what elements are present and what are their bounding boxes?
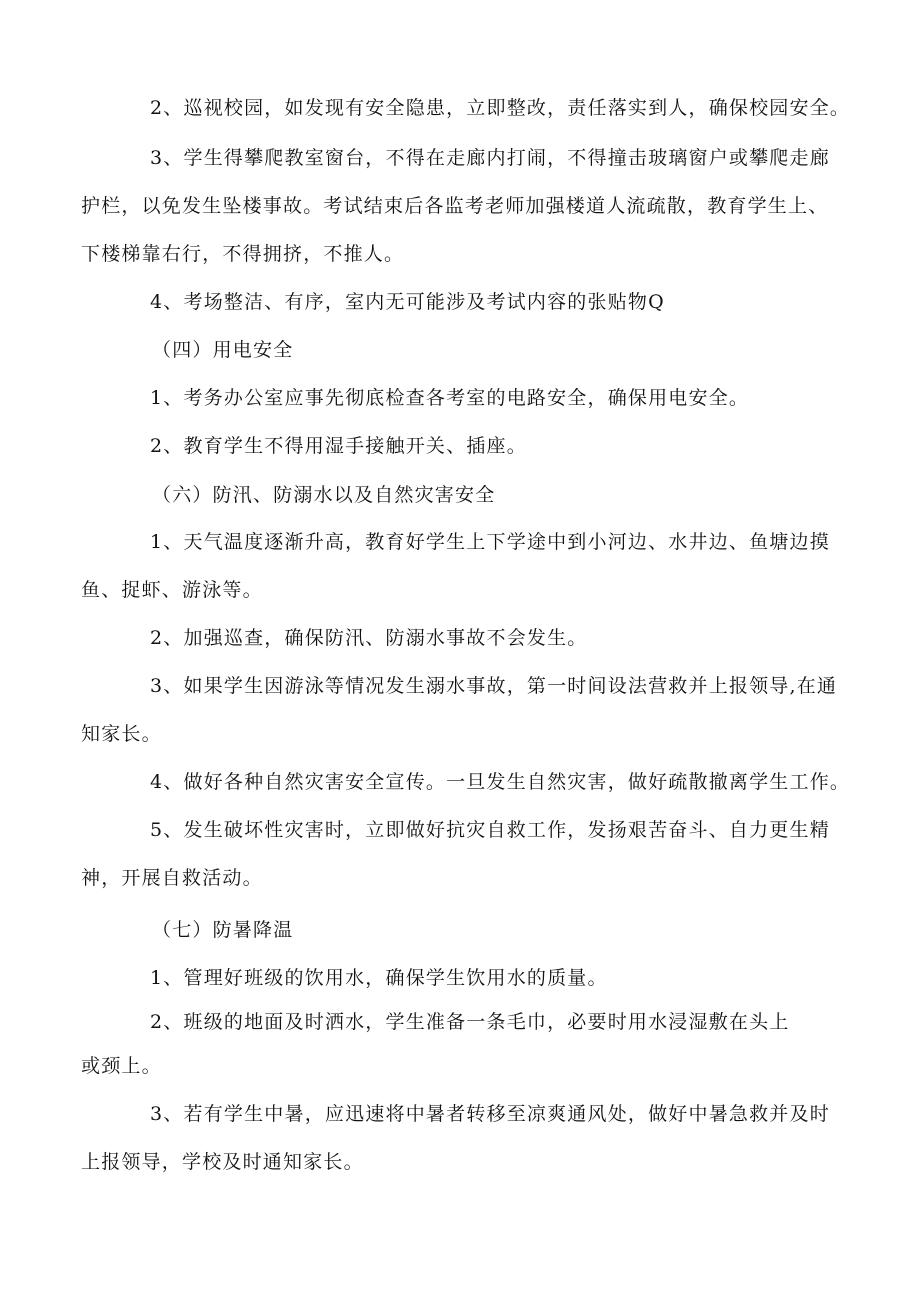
section-heading-4: （四）用电安全: [152, 339, 294, 361]
paragraph-line-8: 1、天气温度逐渐升高，教育好学生上下学途中到小河边、水井边、鱼塘边摸: [150, 531, 830, 553]
paragraph-line-4: 下楼梯靠右行，不得拥挤，不推人。: [81, 243, 405, 265]
section-heading-7: （七）防暑降温: [152, 919, 294, 941]
paragraph-line-14: 5、发生破坏性灾害时，立即做好抗灾自救工作，发扬艰苦奋斗、自力更生精: [150, 819, 830, 841]
paragraph-line-20: 上报领导，学校及时通知家长。: [81, 1151, 364, 1173]
paragraph-line-6: 1、考务办公室应事先彻底检查各考室的电路安全，确保用电安全。: [150, 387, 750, 409]
paragraph-line-17: 2、班级的地面及时洒水，学生准备一条毛巾，必要时用水浸湿敷在头上: [150, 1011, 790, 1033]
paragraph-line-1: 2、巡视校园，如发现有安全隐患，立即整改，责任落实到人，确保校园安全。: [150, 97, 851, 119]
paragraph-line-12: 知家长。: [81, 723, 162, 745]
paragraph-line-18: 或颈上。: [81, 1055, 162, 1077]
paragraph-line-2: 3、学生得攀爬教室窗台，不得在走廊内打闹，不得撞击玻璃窗户或攀爬走廊: [150, 147, 830, 169]
paragraph-line-13: 4、做好各种自然灾害安全宣传。一旦发生自然灾害，做好疏散撤离学生工作。: [150, 771, 851, 793]
section-heading-6: （六）防汛、防溺水以及自然灾害安全: [152, 484, 496, 506]
paragraph-line-19: 3、若有学生中暑，应迅速将中暑者转移至凉爽通风处，做好中暑急救并及时: [150, 1103, 830, 1125]
paragraph-line-7: 2、教育学生不得用湿手接触开关、插座。: [150, 435, 527, 457]
paragraph-line-10: 2、加强巡查，确保防汛、防溺水事故不会发生。: [150, 627, 588, 649]
paragraph-line-5: 4、考场整洁、有序，室内无可能涉及考试内容的张贴物Q: [150, 291, 665, 313]
paragraph-line-3: 护栏，以免发生坠楼事故。考试结束后各监考老师加强楼道人流疏散，教育学生上、: [81, 195, 829, 217]
paragraph-line-11: 3、如果学生因游泳等情况发生溺水事故，第一时间设法营救并上报领导,在通: [150, 675, 838, 697]
paragraph-line-15: 神，开展自救活动。: [81, 867, 263, 889]
paragraph-line-9: 鱼、捉虾、游泳等。: [81, 579, 263, 601]
paragraph-line-16: 1、管理好班级的饮用水，确保学生饮用水的质量。: [150, 967, 608, 989]
